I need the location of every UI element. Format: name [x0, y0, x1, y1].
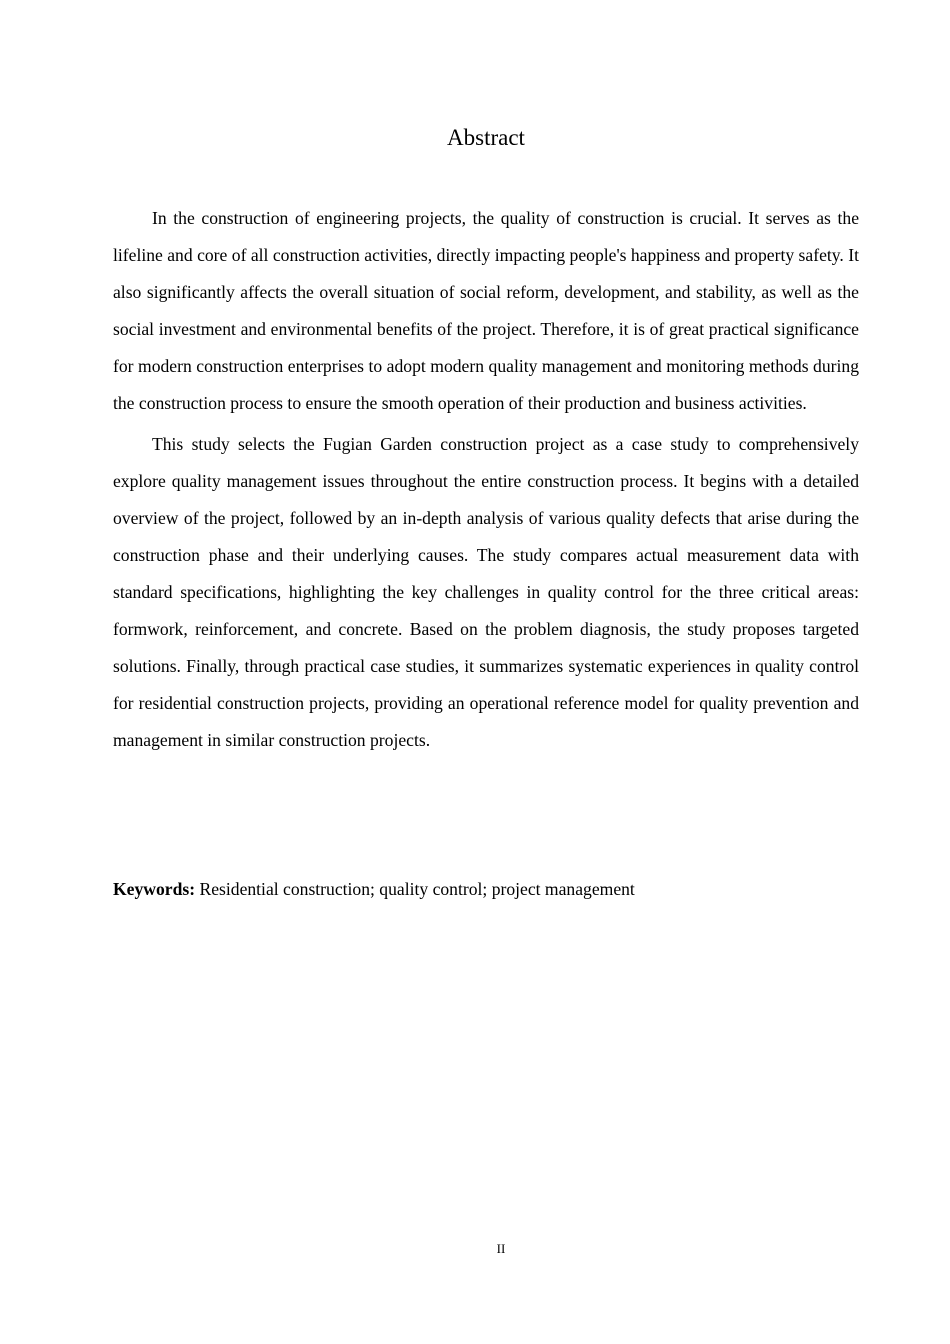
keywords-line [113, 872, 859, 906]
page-number: II [496, 1241, 506, 1256]
abstract-paragraph-2: This study selects the Fugian Garden construction project as a case study to comprehensively explore quality management issues throughout the entire construction process. It begins with a detailed overview of the project, followed by an in-depth analysis of various quality defects that arise during the construction phase and their underlying causes. The study compares actual measurement data with standard specifications, highlighting the key challenges in quality control for the three critical areas: formwork, reinforcement, and concrete. Based on the problem diagnosis, the study proposes targeted solutions. Finally, through practical case studies, it summarizes systematic experiences in quality control for residential construction projects, providing an operational reference model for quality prevention and management in similar construction projects. [113, 434, 859, 750]
abstract-title: Abstract [447, 125, 525, 150]
abstract-body [113, 200, 859, 759]
keywords-label: Keywords: [113, 879, 196, 899]
abstract-paragraph-1: In the construction of engineering projects, the quality of construction is crucial. It serves as the lifeline and core of all construction activities, directly impacting people's happiness and property safety. It also significantly affects the overall situation of social reform, development, and stability, as well as the social investment and environmental benefits of the project. Therefore, it is of great practical significance for modern construction enterprises to adopt modern quality management and monitoring methods during the construction process to ensure the smooth operation of their production and business activities. [113, 208, 859, 413]
keywords-text: Residential construction; quality control; project management [195, 879, 635, 899]
